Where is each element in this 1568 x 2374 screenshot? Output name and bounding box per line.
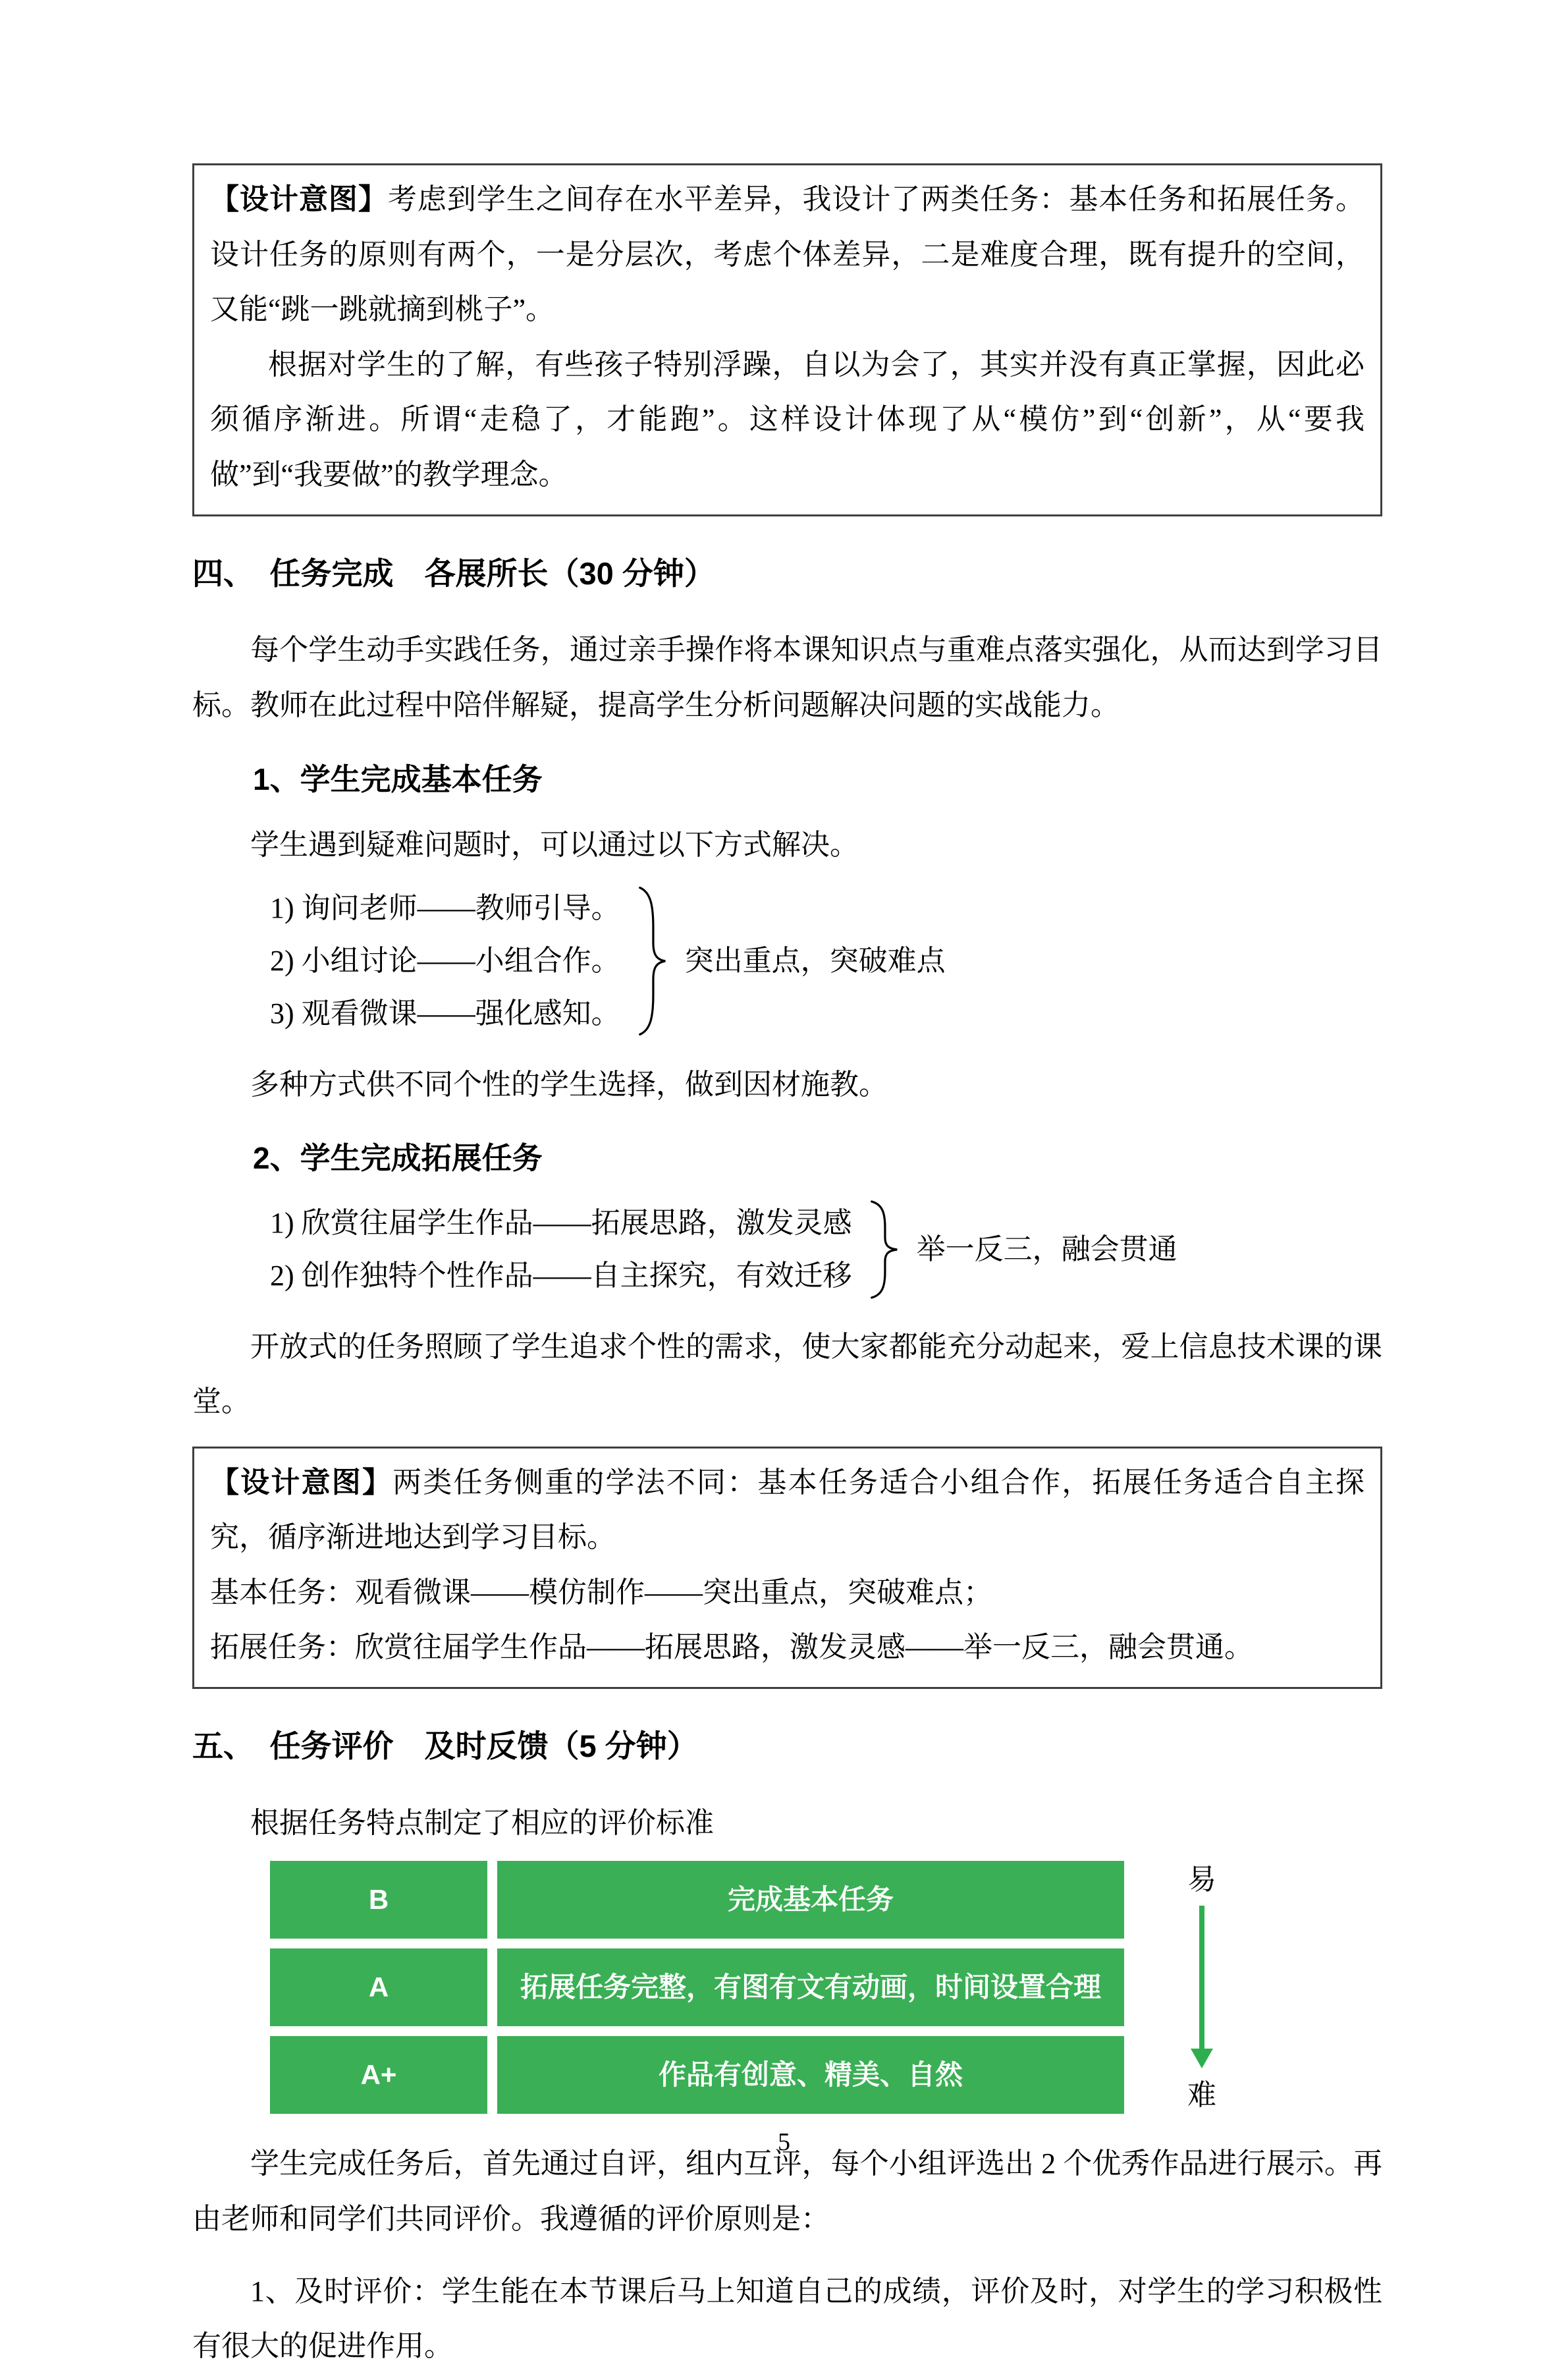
evaluation-area xyxy=(270,1861,1382,2114)
down-arrow-icon xyxy=(1199,1906,1204,2049)
grade-table xyxy=(270,1861,1124,2114)
extended-task-methods-group xyxy=(270,1197,1382,1302)
section-4-heading: 四、 任务完成 各展所长（30 分钟） xyxy=(192,555,715,591)
design-intent-1-para-1 xyxy=(210,172,1365,337)
basic-task-methods-group xyxy=(270,882,1382,1040)
grade-cell-grade: A+ xyxy=(270,2036,487,2114)
down-arrow-head-icon xyxy=(1191,2049,1213,2068)
extended-task-method-list xyxy=(270,1197,852,1302)
grade-cell-desc: 拓展任务完整，有图有文有动画，时间设置合理 xyxy=(497,1948,1124,2026)
design-intent-1-text: 考虑到学生之间存在水平差异，我设计了两类任务：基本任务和拓展任务。设计任务的原则有两个，一是分层次，考虑个体差异，二是难度合理，既有提升的空间，又能“跳一跳就摘到桃子”。 xyxy=(210,183,1365,326)
grade-cell-desc: 作品有创意、精美、自然 xyxy=(497,2036,1124,2114)
design-intent-label: 【设计意图】 xyxy=(210,183,388,215)
design-intent-2-text: 两类任务侧重的学法不同：基本任务适合小组合作，拓展任务适合自主探究，循序渐进地达到学习目标。 xyxy=(210,1466,1365,1554)
list-item: 2) 创作独特个性作品——自主探究，有效迁移 xyxy=(270,1259,852,1292)
evaluation-lead: 根据任务特点制定了相应的评价标准 xyxy=(250,1806,714,1839)
design-intent-2-para-1 xyxy=(210,1455,1365,1565)
grade-cell-grade: A xyxy=(270,1948,487,2026)
basic-task-method-list xyxy=(270,882,620,1040)
design-intent-box-1 xyxy=(192,163,1382,516)
subsection-basic-task-heading: 1、学生完成基本任务 xyxy=(253,761,543,796)
section-5-heading: 五、 任务评价 及时反馈（5 分钟） xyxy=(192,1728,698,1764)
right-brace-icon xyxy=(869,1197,900,1302)
basic-task-tail: 多种方式供不同个性的学生选择，做到因材施教。 xyxy=(250,1068,888,1101)
list-item: 1) 欣赏往届学生作品——拓展思路，激发灵感 xyxy=(270,1206,852,1239)
grade-cell-desc: 完成基本任务 xyxy=(497,1861,1124,1939)
right-brace-icon xyxy=(637,882,668,1040)
scale-hard-label: 难 xyxy=(1187,2079,1216,2112)
design-intent-label: 【设计意图】 xyxy=(210,1466,393,1499)
difficulty-scale xyxy=(1187,1861,1216,2114)
extended-task-tail: 开放式的任务照顾了学生追求个性的需求，使大家都能充分动起来，爱上信息技术课的课堂。 xyxy=(192,1330,1382,1418)
evaluation-para-2: 1、及时评价：学生能在本节课后马上知道自己的成绩，评价及时，对学生的学习积极性有很大的促进作用。 xyxy=(192,2275,1382,2363)
basic-task-brace-label: 突出重点，突破难点 xyxy=(684,944,946,977)
design-intent-2-line-2: 基本任务：观看微课——模仿制作——突出重点，突破难点； xyxy=(210,1576,992,1609)
page-number: 5 xyxy=(778,2128,790,2156)
extended-task-brace-label: 举一反三，融会贯通 xyxy=(916,1232,1177,1265)
basic-task-lead: 学生遇到疑难问题时，可以通过以下方式解决。 xyxy=(250,828,859,861)
design-intent-box-2 xyxy=(192,1447,1382,1689)
scale-easy-label: 易 xyxy=(1187,1863,1216,1896)
section-4-intro: 每个学生动手实践任务，通过亲手操作将本课知识点与重难点落实强化，从而达到学习目标。教师在此过程中陪伴解疑，提高学生分析问题解决问题的实战能力。 xyxy=(192,634,1382,721)
list-item: 2) 小组讨论——小组合作。 xyxy=(270,944,620,977)
grade-cell-grade: B xyxy=(270,1861,487,1939)
subsection-extended-task-heading: 2、学生完成拓展任务 xyxy=(253,1141,543,1176)
list-item: 3) 观看微课——强化感知。 xyxy=(270,997,620,1030)
evaluation-para-1: 学生完成任务后，首先通过自评，组内互评，每个小组评选出 2 个优秀作品进行展示。再由老师和同学们共同评价。我遵循的评价原则是： xyxy=(192,2147,1382,2236)
list-item: 1) 询问老师——教师引导。 xyxy=(270,891,620,924)
design-intent-1-para-2: 根据对学生的了解，有些孩子特别浮躁，自以为会了，其实并没有真正掌握，因此必须循序渐进。所谓“走稳了，才能跑”。这样设计体现了从“模仿”到“创新”，从“要我做”到“我要做”的教学理念。 xyxy=(210,348,1365,491)
design-intent-2-line-3: 拓展任务：欣赏往届学生作品——拓展思路，激发灵感——举一反三，融会贯通。 xyxy=(210,1631,1253,1664)
